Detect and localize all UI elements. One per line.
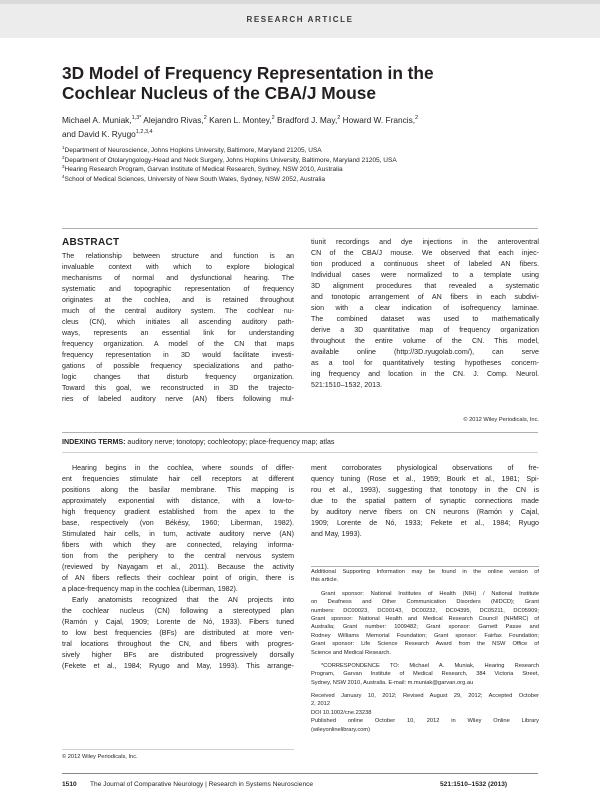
divider [311,566,539,567]
paragraph-line: approximately exponential with distance, with a low-to- [62,497,294,505]
affiliation [62,156,397,166]
article-notes [311,568,539,734]
paragraph-line: ment corroborates physiological observations of fre- [311,464,539,472]
abstract-left-column [62,251,294,405]
paragraph-line: Early anatomists recognized that the AN projects into [72,596,294,604]
body-right-column [311,463,539,540]
indexing-terms [62,438,334,446]
citation: 521:1510–1532 (2013) [440,781,508,788]
author-name: and David K. Ryugo [62,128,136,139]
grant-line: numbers: DC00023, DC00143, DC00232, DC04395, DC05211, DC05909; [311,607,539,614]
abstract-line: originates at the cochlea, and is retained throughout [62,296,294,304]
grant-line: on Deafness and Other Communication Disorders (NIDCD); Grant [311,599,539,606]
paragraph-line: quency tuning (Rose et al., 1959; Bourk et al., 1981; Spi- [311,475,539,483]
author-line [62,114,418,128]
correspondence-line: Sydney, NSW 2010, Australia. E-mail: m.muniak@garvan.org.au [311,679,474,686]
author-line [62,128,418,142]
body-copyright: © 2012 Wiley Periodicals, Inc. [62,754,138,760]
affiliation [62,175,397,185]
body-left-column [62,463,294,672]
section-label: RESEARCH ARTICLE [246,15,354,24]
author-name: Alejandro Rivas, [141,115,204,125]
affiliation-text: Department of Neuroscience, Johns Hopkins University, Baltimore, Maryland 21205, USA [64,147,322,154]
paragraph-line: Stimulated hair cells, in turn, activate auditory nerve (AN) [62,530,294,538]
abstract-line: mechanisms of normal and dysfunctional hearing. The [62,274,294,282]
paragraph-line: rou et al., 1993), suggesting that tonotopy in the CN is [311,486,539,494]
affiliation-number: 2 [62,154,65,160]
abstract-line: 3D alignment procedures that revealed a systematic [311,282,539,290]
paragraph-line: tion from the periphery to the central nervous system [62,552,294,560]
indexing-terms-list: auditory nerve; tonotopy; cochleotopy; place-frequency map; atlas [125,438,335,446]
abstract-line: logic changes that disturb frequency organization. [62,373,294,381]
grant-line: Grant sponsor: National Health and Medical Research Council (NHMRC) of [311,615,539,622]
author-affil: 1,2,3,4 [135,128,153,135]
affiliation-text: School of Medical Sciences, University of New South Wales, Sydney, NSW 2052, Australia [64,175,325,183]
author-name: Michael A. Muniak, [62,115,132,125]
abstract-line: CN of the CBA/J mouse. We observed that each injec- [311,249,539,257]
paragraph-line: (Ramón y Cajal, 1909; Lorente de Nó, 1933). Fibers tuned [62,618,294,626]
paragraph-line: to low best frequencies (BFs) are distributed at more ven- [62,629,294,637]
paragraph-line: tral locations throughout the CN, and fibers with progres- [62,640,294,648]
page-number: 1510 [62,781,77,788]
author-affil: 1,3* [131,115,142,122]
affiliation-number: 4 [62,173,65,179]
author-affil: 2 [203,115,207,122]
paragraph-line: positions along the basilar membrane. This mapping is [62,486,294,494]
abstract-line: gations of possible frequency specializations and patho- [62,362,294,370]
grant-line: Grant sponsor: Life Science Research Award from the NSW Office of [311,641,539,648]
abstract-right-column [311,237,539,391]
divider [62,228,538,229]
correspondence-line: Program, Garvan Institute of Medical Research, 384 Victoria Street, [311,671,539,678]
correspondence-line: *CORRESPONDENCE TO: Michael A. Muniak, Hearing Research [321,662,539,669]
abstract-line: Toward this goal, we reconstructed in 3D the trajecto- [62,384,294,392]
grant-line: Grant sponsor: National Institutes of Health (NIH) / National Institute [321,590,539,597]
abstract-line: sion with a clear indication of isofrequency laminae. [311,304,539,312]
paragraph-line: by auditory nerve fibers on CN neurons (Ramón y Cajal, [311,508,539,516]
author-list [62,114,418,141]
note-line: Additional Supporting Information may be found in the online version of [311,569,539,575]
paragraph-line: (reviewed by Nayagam et al., 2011). Because the activity [62,563,294,571]
affiliation-text: Department of Otolaryngology-Head and Neck Surgery, Johns Hopkins University, Baltimore, Maryland 21205, USA [64,156,397,164]
article-title [62,63,434,103]
footer-divider [62,773,538,774]
abstract-line: cleus (CN), which initiates all ascending auditory path- [62,318,294,326]
abstract-line: The combined dataset was used to mathematically [311,315,539,323]
paragraph-line: 1909; Lorente de Nó, 1933; Fekete et al., 1984; Ryugo [311,519,539,527]
abstract-line: frequency organization. A model of the CN that maps [62,340,294,348]
paragraph-line: and May, 1993). [311,530,362,538]
history-line: 2, 2012 [311,701,330,708]
paragraph-line: due to the spatial pattern of synaptic connections made [311,497,539,505]
abstract-heading: ABSTRACT [62,237,120,248]
abstract-line: The relationship between structure and function is an [62,252,294,260]
paragraph-line: fibers with which they are connected, relaying informa- [62,541,294,549]
abstract-line: 521:1510–1532, 2013. [311,381,383,389]
paragraph-line: ent frequencies stimulate hair cell receptors at different [62,475,294,483]
abstract-line: and tonotopic arrangement of AN fibers in each subdivi- [311,293,539,301]
paragraph-line: the cochlear nucleus (CN) following a stereotyped plan [62,607,294,615]
paragraph-line: sively higher BFs are distributed progressively dorsally [62,651,294,659]
abstract-line: ing frequency and location in the CN. J. Comp. Neurol. [311,370,539,378]
affiliation [62,146,397,156]
abstract-line: systematic and topographic representation of frequency [62,285,294,293]
abstract-line: throughout the entire volume of the CN. This model, [311,337,539,345]
history-line: Published online October 10, 2012 in Wiley Online Library [311,718,539,725]
paragraph-line: high frequency gradient established from the apex to the [62,508,294,516]
grant-line: Rodney Williams Memorial Foundation; Grant sponsor: Fairfax Foundation; [311,632,539,639]
abstract-line: Individual cases were normalized to a template using [311,271,539,279]
affiliation-list [62,146,397,184]
affiliation [62,165,397,175]
abstract-line: invaluable context with which to explore biological [62,263,294,271]
paragraph-line: base, respectively (von Békésy, 1960; Liberman, 1982). [62,519,294,527]
paragraph-line: of AN fibers reflects their cochlear point of origin, there is [62,574,294,582]
author-name: Howard W. Francis, [340,115,416,125]
author-name: Bradford J. May, [274,115,338,125]
paragraph-line: (Fekete et al., 1984; Ryugo and May, 1993). This arrange- [62,662,294,670]
abstract-line: ries of labeled auditory nerve (AN) fibers following mul- [62,395,294,403]
divider [62,452,538,453]
author-affil: 2 [337,115,341,122]
title-line: Cochlear Nucleus of the CBA/J Mouse [62,83,376,103]
abstract-copyright: © 2012 Wiley Periodicals, Inc. [463,417,539,423]
journal-name: The Journal of Comparative Neurology | Research in Systems Neuroscience [90,781,314,788]
abstract-line: frequency representation in 3D would facilitate investi- [62,351,294,359]
abstract-line: tion produced a continuous sheet of labeled AN fibers. [311,260,539,268]
indexing-terms-label: INDEXING TERMS: [62,438,126,446]
divider [62,749,294,750]
abstract-line: much of the central auditory system. The cochlear nu- [62,307,294,315]
affiliation-text: Hearing Research Program, Garvan Institute of Medical Research, Sydney, NSW 2010, Australia [64,166,343,173]
title-line: 3D Model of Frequency Representation in the [62,63,434,83]
abstract-line: derive a 3D quantitative map of frequency organization [311,326,539,334]
author-name: Karen L. Montey, [206,115,272,125]
affiliation-number: 3 [62,163,65,169]
divider [62,432,538,433]
grant-line: Australia; Grant number: 1009482; Grant sponsor: Garnett Passe and [311,624,539,631]
history-line: (wileyonlinelibrary.com) [311,726,370,733]
history-line: Received January 10, 2012; Revised August 29, 2012; Accepted October [311,693,539,700]
abstract-line: available online (http://3D.ryugolab.com/), can serve [311,348,539,356]
note-line: this article. [311,577,339,584]
author-affil: 2 [271,115,275,122]
grant-line: Science and Medical Research. [311,649,391,656]
abstract-line: as a tool for quantitatively testing hypotheses concern- [311,359,539,367]
paragraph-line: a place-frequency map in the cochlea (Liberman, 1982). [62,585,238,593]
affiliation-number: 1 [62,144,65,150]
history-line: DOI 10.1002/cne.23238 [311,709,372,716]
abstract-line: tiunit recordings and dye injections in the anteroventral [311,238,539,246]
abstract-line: ways, represents an essential link for understanding [62,329,294,337]
author-affil: 2 [415,115,419,122]
paragraph-line: Hearing begins in the cochlea, where sounds of differ- [72,464,294,472]
